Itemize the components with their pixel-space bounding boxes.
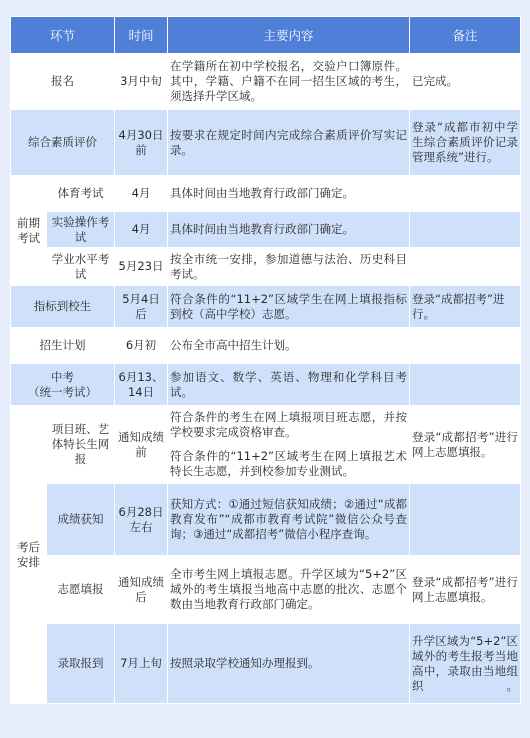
table-row-quota (11, 286, 521, 328)
pe-exam-content: 具体时间由当地教育行政部门确定。 (168, 176, 410, 212)
score-stage: 成绩获知 (47, 484, 115, 556)
lab-exam-content: 具体时间由当地教育行政部门确定。 (168, 212, 410, 248)
quality-eval-remark: 登录“成都市初中学生综合素质评价记录管理系统”进行。 (410, 110, 521, 176)
apply-time: 通知成绩后 (115, 556, 168, 624)
table-row-zhongkao (11, 364, 521, 406)
academic-exam-time: 5月23日 (115, 248, 168, 286)
admission-time: 7月上旬 (115, 624, 168, 704)
academic-exam-stage: 学业水平考试 (47, 248, 115, 286)
registration-content: 在学籍所在初中学校报名，交验户口簿原件。其中，学籍、户籍不在同一招生区域的考生，须选择升学区域。 (168, 54, 410, 110)
zhongkao-remark (410, 364, 521, 406)
table-row-quality-eval (11, 110, 521, 176)
special-content-b: 符合条件的“11+2”区域考生在网上填报艺术特长生志愿，并到校参加专业测试。 (168, 444, 410, 484)
table-row-pe-exam (11, 176, 521, 212)
pe-exam-time: 4月 (115, 176, 168, 212)
special-stage: 项目班、艺体特长生网报 (47, 406, 115, 484)
apply-content: 全市考生网上填报志愿。升学区域为“5+2”区域外的考生填报当地高中志愿的批次、志愿个数由当地教育行政部门确定。 (168, 556, 410, 624)
plan-content: 公布全市高中招生计划。 (168, 328, 410, 364)
header-remark: 备注 (410, 17, 521, 54)
special-content-a: 符合条件的考生在网上填报项目班志愿，并按学校要求完成资格审查。 (168, 406, 410, 444)
table-row-admission (11, 624, 521, 704)
table-row-score (11, 484, 521, 556)
academic-exam-remark (410, 248, 521, 286)
plan-stage: 招生计划 (11, 328, 115, 364)
score-content: 获知方式：①通过短信获知成绩；②通过“成都教育发布”“成都市教育考试院”微信公众号查询；③通过“成都招考”微信小程序查询。 (168, 484, 410, 556)
quota-content: 符合条件的“11+2”区域学生在网上填报指标到校（高中学校）志愿。 (168, 286, 410, 328)
table-row-special-a (11, 406, 521, 444)
admission-content: 按照录取学校通知办理报到。 (168, 624, 410, 704)
pe-exam-stage: 体育考试 (47, 176, 115, 212)
special-time: 通知成绩前 (115, 406, 168, 484)
header-time: 时间 (115, 17, 168, 54)
special-remark: 登录“成都招考”进行网上志愿填报。 (410, 406, 521, 484)
score-time: 6月28日左右 (115, 484, 168, 556)
admission-stage: 录取报到 (47, 624, 115, 704)
quality-eval-content: 按要求在规定时间内完成综合素质评价写实记录。 (168, 110, 410, 176)
table-row-apply (11, 556, 521, 624)
zhongkao-stage (11, 364, 115, 406)
registration-stage: 报名 (11, 54, 115, 110)
score-remark (410, 484, 521, 556)
zhongkao-stage-line1: 中考 (51, 369, 74, 384)
zhongkao-content: 参加语文、数学、英语、物理和化学科目考试。 (168, 364, 410, 406)
plan-remark (410, 328, 521, 364)
enrollment-schedule-table (10, 16, 521, 704)
header-stage: 环节 (11, 17, 115, 54)
pe-exam-remark (410, 176, 521, 212)
quota-remark: 登录“成都招考”进行。 (410, 286, 521, 328)
header-content: 主要内容 (168, 17, 410, 54)
table-header-row (11, 17, 521, 54)
quota-time: 5月4日后 (115, 286, 168, 328)
zhongkao-stage-line2: （统一考试） (28, 384, 97, 399)
academic-exam-content: 按全市统一安排，参加道德与法治、历史科目考试。 (168, 248, 410, 286)
lab-exam-remark (410, 212, 521, 248)
zhongkao-time: 6月13、14日 (115, 364, 168, 406)
table-row-lab-exam (11, 212, 521, 248)
lab-exam-stage: 实验操作考试 (47, 212, 115, 248)
admission-remark: 升学区域为“5+2”区域外的考生报考当地高中，录取由当地组织。 (410, 624, 521, 704)
table-row-registration (11, 54, 521, 110)
quality-eval-stage: 综合素质评价 (11, 110, 115, 176)
early-exam-group: 前期考试 (11, 176, 47, 286)
plan-time: 6月初 (115, 328, 168, 364)
quality-eval-time: 4月30日前 (115, 110, 168, 176)
table-row-plan (11, 328, 521, 364)
apply-stage: 志愿填报 (47, 556, 115, 624)
quota-stage: 指标到校生 (11, 286, 115, 328)
registration-remark: 已完成。 (410, 54, 521, 110)
apply-remark: 登录“成都招考”进行网上志愿填报。 (410, 556, 521, 624)
registration-time: 3月中旬 (115, 54, 168, 110)
after-exam-group: 考后安排 (11, 406, 47, 704)
table-row-academic-exam (11, 248, 521, 286)
lab-exam-time: 4月 (115, 212, 168, 248)
